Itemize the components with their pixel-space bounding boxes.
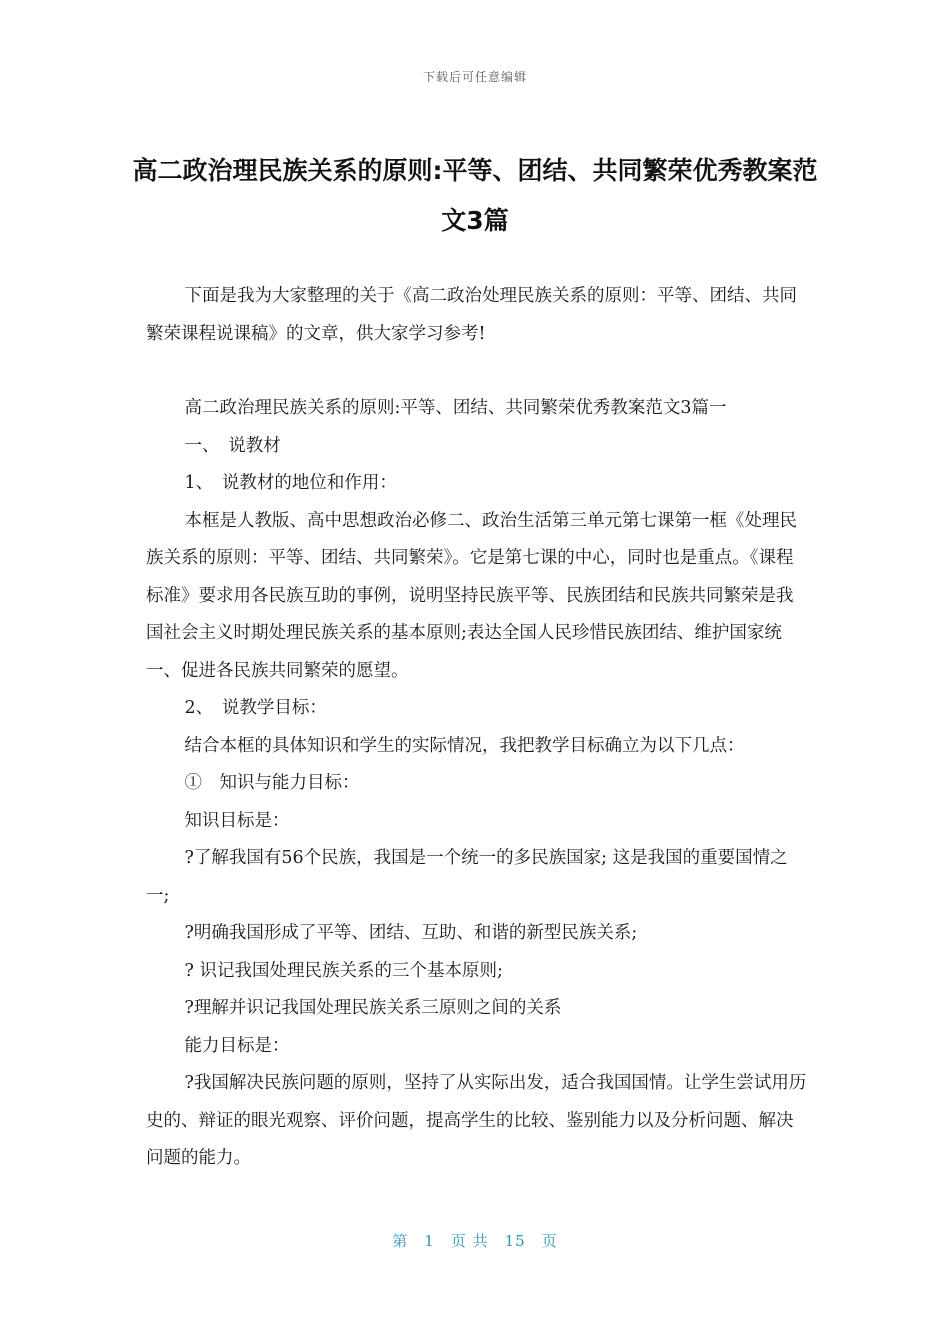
page-number: 1 <box>424 1232 435 1250</box>
header-note: 下载后可任意编辑 <box>422 70 527 84</box>
document-title: 高二政治理民族关系的原则:平等、团结、共同繁荣优秀教案范文3篇 <box>132 156 818 235</box>
total-pages: 15 <box>504 1232 526 1250</box>
footer-mid: 页 共 <box>450 1232 489 1250</box>
list-item: ? 识记我国处理民族关系的三个基本原则; <box>184 960 503 981</box>
section-heading: 高二政治理民族关系的原则:平等、团结、共同繁荣优秀教案范文3篇一 <box>184 398 727 418</box>
body-paragraph: 知识目标是： <box>184 810 290 831</box>
list-item: ?了解我国有56个民族，我国是一个统一的多民族国家; 这是我国的重要国情之一; <box>146 848 788 906</box>
item-heading: ① 知识与能力目标： <box>184 773 360 793</box>
list-item: ?我国解决民族问题的原则，坚持了从实际出发，适合我国国情。让学生尝试用历史的、辩证的眼光观察、评价问题，提高学生的比较、鉴别能力以及分析问题、解决问题的能力。 <box>146 1073 807 1168</box>
footer-suffix: 页 <box>541 1232 558 1250</box>
item-heading: 2、 说教学目标： <box>184 698 327 718</box>
item-heading: 1、 说教材的地位和作用： <box>184 473 397 493</box>
list-item: ?理解并识记我国处理民族关系三原则之间的关系 <box>184 998 562 1018</box>
subsection-heading: 一、 说教材 <box>184 435 281 456</box>
document-body <box>146 278 810 1178</box>
page-footer <box>0 1230 950 1251</box>
paragraph-spacer <box>146 353 810 390</box>
body-paragraph: 结合本框的具体知识和学生的实际情况，我把教学目标确立为以下几点： <box>184 735 745 756</box>
footer-prefix: 第 <box>392 1232 409 1250</box>
intro-paragraph: 下面是我为大家整理的关于《高二政治处理民族关系的原则：平等、团结、共同繁荣课程说课稿》的文章，供大家学习参考! <box>146 286 797 344</box>
list-item: ?明确我国形成了平等、团结、互助、和谐的新型民族关系; <box>184 923 638 943</box>
body-paragraph: 本框是人教版、高中思想政治必修二、政治生活第三单元第七课第一框《处理民族关系的原则：平等、团结、共同繁荣》。它是第七课的中心，同时也是重点。《课程标准》要求用各民族互助的事例，说明坚持民族平等、民族团结和民族共同繁荣是我国社会主义时期处理民族关系的基本原则;表达全国人民珍惜民族团结、维护国家统一、促进各民族共同繁荣的愿望。 <box>146 510 797 681</box>
body-paragraph: 能力目标是： <box>184 1035 290 1056</box>
